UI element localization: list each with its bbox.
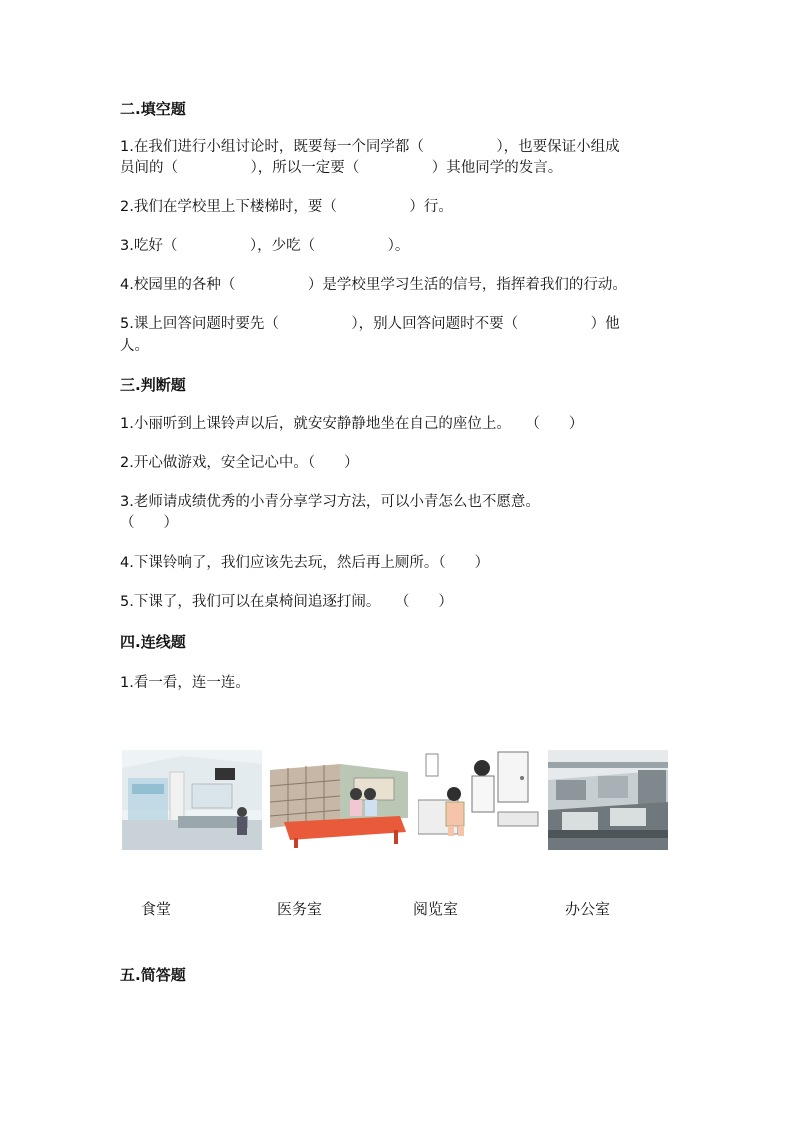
clinic-illustration: [418, 750, 548, 850]
section-title-judge: 三.判断题: [120, 376, 186, 394]
section-title-fill: 二.填空题: [120, 100, 186, 118]
fill-question-2: 2.我们在学校里上下楼梯时，要（ ）行。: [120, 199, 453, 215]
fill-question-4: 4.校园里的各种（ ）是学校里学习生活的信号，指挥着我们的行动。: [120, 277, 627, 293]
office-photo: [122, 750, 262, 850]
judge-question-4: 4.下课铃响了，我们应该先去玩，然后再上厕所。（ ）: [120, 555, 490, 571]
match-question-1: 1.看一看，连一连。: [120, 675, 250, 691]
section-title-match: 四.连线题: [120, 633, 186, 651]
match-label-clinic: 医务室: [277, 900, 323, 918]
fill-question-1-line-2: 员间的（ ），所以一定要（ ）其他同学的发言。: [120, 160, 563, 176]
reading-room-illustration: [270, 750, 410, 850]
judge-question-3-line-2: （ ）: [120, 515, 178, 531]
fill-question-5-line-1: 5.课上回答问题时要先（ ），别人回答问题时不要（ ）他: [120, 316, 620, 332]
match-pictures-row: [120, 750, 680, 860]
judge-question-3-line-1: 3.老师请成绩优秀的小青分享学习方法，可以小青怎么也不愿意。: [120, 494, 540, 510]
canteen-kitchen-photo: [548, 750, 668, 850]
fill-question-5-line-2: 人。: [120, 338, 149, 354]
judge-question-1: 1.小丽听到上课铃声以后，就安安静静地坐在自己的座位上。 （ ）: [120, 416, 584, 432]
section-title-short: 五.简答题: [120, 966, 186, 984]
judge-question-5: 5.下课了，我们可以在桌椅间追逐打闹。 （ ）: [120, 594, 453, 610]
fill-question-1-line-1: 1.在我们进行小组讨论时，既要每一个同学都（ ），也要保证小组成: [120, 139, 620, 155]
judge-question-2: 2.开心做游戏，安全记心中。（ ）: [120, 455, 359, 471]
match-label-canteen: 食堂: [141, 900, 172, 918]
match-label-office: 办公室: [565, 900, 611, 918]
match-label-reading-room: 阅览室: [413, 900, 459, 918]
fill-question-3: 3.吃好（ ），少吃（ ）。: [120, 238, 410, 254]
